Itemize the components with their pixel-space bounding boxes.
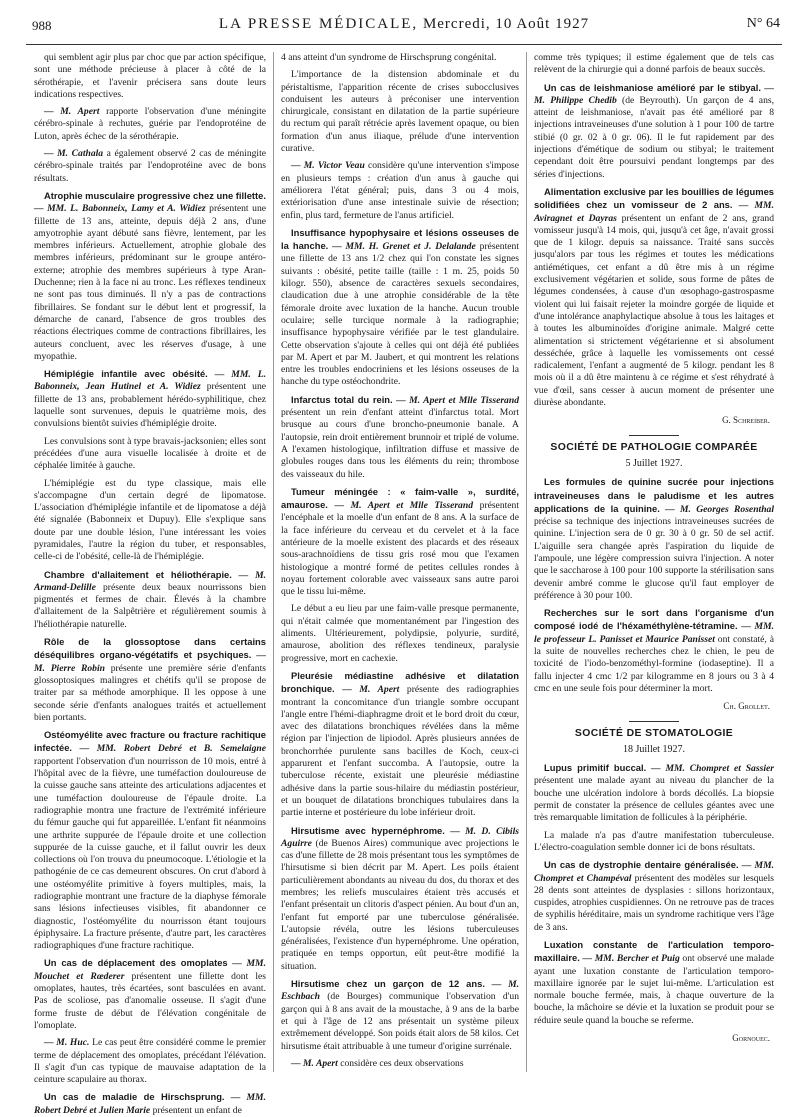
paragraph-text: rapporte l'observation d'une méningite cérébro-spinale à rechutes, guérie par l'endoprotéine de Luton, après échec de la sérothérapie. [34,106,266,142]
paper-title: Infarctus total du rein. [291,393,393,405]
author-names: — M. Philippe Chedib [534,82,774,106]
paper-title: Pleurésie médiastine adhésive et dilatation bronchique. [281,669,519,695]
paragraph [34,478,266,564]
paper-title: Atrophie musculaire progressive chez une fillette. [44,189,266,201]
author-names: — M. Apert et Mlle Tisserand [327,500,473,512]
reporter-signature: Gornouec. [732,1033,770,1044]
paper-title: Un cas de déplacement des omoplates [44,957,228,969]
paragraph [534,82,774,181]
reporter-signature: G. Schreiber. [722,415,770,426]
paragraph [281,978,519,1053]
session-date: 18 Juillet 1927. [623,743,685,755]
author-names: — M. Cathala [44,148,104,160]
paper-title: Hémiplégie infantile avec obésité. [44,368,208,380]
paragraph-text: (de Buenos Aires) communique avec projections le cas d'une fillette de 28 mois présentant tous les symptômes de l'hirsutisme si bien décrit par M. Apert. Les poils étaient particulièrement abondants au niveau du dos, du thorax et des membres; les reliefs musculaires étaient très accusés et l'enfant présentait un clitoris d'aspect pénien. Au bout d'un an, l'enfant fut emporté par une tuberculose généralisée. L'autopsie révéla, outre les lésions tuberculeuses généralisées, l'existence d'un hypernéphrome. Une opération, pratiquée en temps opportun, eût peut-être modifié la situation. [281,837,519,972]
author-names: — M. Apert [44,106,100,118]
author-names: — MM. Mouchet et Rœderer [34,958,266,982]
paper-title: Insuffisance hypophysaire et lésions osseuses de la hanche. [281,226,519,252]
paragraph-text: (de Beyrouth). Un garçon de 4 ans, atteint de leishmaniose, n'avait pas été amélioré par 8 injections intraveineuses d'une solution à 1 pour 100 de tartre stibié (0 gr. 02 à 0 gr. 06). Il le fut rapidement par des injections d'émétique de sodium ou stibyal; le traitement cependant doit être poursuivi pendant longtemps par des séries d'injections. [534,94,774,180]
author-names: — MM. Robert Debré et Julien Marie [34,1092,266,1116]
paper-title: Hirsutisme chez un garçon de 12 ans. [291,978,485,990]
paragraph-text: précise sa technique des injections intraveineuses sucrées de quinine. L'injection sera de 0 gr. 30 à 0 gr. 50 de sel actif. L'aiguille sera changée après l'aspiration du liquide de l'ampoule, une légère compression suivra l'injection. A noter que le saccharose à 100 pour 100 supporte la stérilisation sans devenir ambré comme le glucose qu'il faut employer de préférence à 30 pour 100. [534,516,774,601]
paragraph [534,476,774,602]
paragraph-text: présentent une fillette de 13 ans, probablement hérédo-syphilitique, chez laquelle sont survenues, depuis le quatrième mois, des convulsions bientôt suivies d'hémiplégie droite. [34,381,266,430]
author-names: — MM. L. Babonneix, Jean Hutinel et A. Widiez [34,369,266,393]
society-heading: SOCIÉTÉ DE STOMATOLOGIE [574,727,734,739]
author-names: — MM. Chompret et Sassier [646,763,774,775]
paragraph-text: 4 ans atteint d'un syndrome de Hirschsprung congénital. [281,52,497,63]
paragraph-text: rapportent l'observation d'un nourrisson de 10 mois, entré à l'hôpital avec de la fièvre, une tuméfaction douloureuse de la cuisse gauche sans atteinte des articulations adjacentes et une tuméfaction douloureuse de l'épaule droite. La radiographie montra une fracture de l'extrémité inférieure du fémur gauche qui fut appareillée. L'enfant fit néanmoins une arthrite suppurée de l'épaule droite et une collection suppurée de la cuisse gauche, et il fallut ouvrir les deux collections où l'on trouva du pneumocoque. L'étiologie et la pathogénie de ce cas demeurent obscures. On crut d'abord à une ostéomyélite primitive à foyers multiples, mais, la radiographie montrant une fracture de la diaphyse fémorale sans lésions infectieuses visibles, fit abandonner ce diagnostic, l'ostéomyélite du nourrisson étant toujours épiphysaire. La fracture présente, d'autre part, les caractères radiographiques d'une fracture rachitique. [34,755,266,952]
paper-title: Rôle de la glossoptose dans certains déséquilibres organo-végétatifs et psychiques. [34,636,266,661]
paragraph [34,106,266,143]
paragraph-text: Le cas peut être considéré comme le premier terme de déplacement des omoplates, précédant l'élévation. Il s'agit d'un cas typique de mauvaise adaptation de la ceinture scapulaire au thorax. [34,1037,267,1086]
paragraph [34,957,266,1032]
reporter-signature: Ch. Grollet. [723,701,770,712]
paragraph-text: présente des radiographies montrant la concomitance d'un triangle sombre occupant l'angle entre l'hémi-diaphragme droit et le bord droit du cœur, avec des dilatations bronchiques révélées dans la même région par l'injection de lipiodol. Après plusieurs années de bronchorrhée purulente sans bacilles de Koch, ceux-ci apparurent et l'enfant succomba. A l'autopsie, outre la tuberculose récente, existait une pleurésie médiastine adhésive dans la partie sous-hilaire du médiastin postérieur, et un bouquet de dilatations bronchiques tubulaires dans la partie interne et postérieure du lobe inférieur droit. [281,684,519,819]
paragraph-text: L'hémiplégie est du type classique, mais elle s'accompagne d'un certain degré de lipomatose. L'association d'hémiplégie infantile et de lipomatose a déjà été signalée (Babonneix et Dupuy). Elle s'explique sans doute par une double lésion, l'une intéressant les voies pyramidales, l'autre la région du tuber, et responsables, celle-ci de l'obésité, celle-là de l'hémiplégie. [34,477,266,563]
paragraph-text: La malade n'a pas d'autre manifestation tuberculeuse. L'électro-coagulation semble donner ici de bons résultats. [534,829,774,853]
paragraph [534,830,774,855]
paper-title: Alimentation exclusive par les bouillies de légumes solidifiées chez un vomisseur de 2 ans. [534,185,774,211]
paragraph [34,190,266,363]
paper-title: Hirsutisme avec hypernéphrome. [291,824,445,836]
paragraph [281,603,519,664]
paragraph-text: (de Bourges) communique l'observation d'un garçon qui à 8 ans avait de la moustache, à 9 ans de la barbe et qui à l'âge de 12 ans présentait un système pileux extrêmement développé. Son poids était alors de 58 kilos. Cet hirsutisme était attribuable à une tumeur d'origine surrénale. [281,991,519,1052]
paragraph-text: ont observé une malade ayant une luxation constante de l'articulation temporo-maxillaire ignorée par le sujet lui-même. L'articulation est normale bouche fermée, mais, à chaque ouverture de la bouche, la mâchoire se dévie et la luxation se produit pour se réduire seule quand la bouche se referme. [534,953,774,1026]
author-names: — M. Armand-Delille [34,569,266,593]
author-names: — M. D. Cibils Aguirre [281,825,519,849]
paragraph-text: présentent des modèles sur lesquels 28 dents sont atteintes de dysplasies : sillons horizontaux, cuspides, atrophies cuspidiennes. On ne retrouve pas de traces de syphilis héréditaire, mais un syndrome rachitique vers l'âge de 3 ans. [534,872,774,933]
author-names: — M. Huc. [44,1037,90,1049]
paragraph [281,486,519,599]
running-header [26,14,782,45]
paragraph-text: présentent une malade ayant au niveau du plancher de la bouche une ulcération indolore à bords décollés. La biopsie permit de constater la présence de cellules géantes avec une très remarquable limitation de follicules à la périphérie. [534,775,774,824]
paragraph-text: considère ces deux observations [337,1057,464,1069]
header-title [26,16,782,33]
paragraph [534,762,774,824]
paper-title: Recherches sur le sort dans l'organisme d'un composé iodé de l'héxaméthylène-tétramine. [534,607,774,632]
paragraph-text: présentent un rein d'enfant atteint d'infarctus total. Mort brusque au cours d'une broncho-pneumonie banale. A l'autopsie, rein droit entièrement brunnoir et triplé de volume. A l'examen histologique, infiltration diffuse et massive de globules rouges dans tous les éléments du rein; thrombose des vaisseaux du hile. [281,407,519,480]
paper-title: Un cas de maladie de Hirschsprung. [44,1091,225,1103]
author-names: — MM. Aviragnet et Dayras [534,200,774,224]
author-names: — M. Eschbach [281,979,519,1003]
section-rule [629,721,679,722]
paragraph [281,160,519,221]
author-names: — MM. Robert Debré et B. Semelaigne [72,743,266,755]
paragraph [534,607,774,695]
paragraph-text: qui semblent agir plus par choc que par action spécifique, sont une méthode précieuse à placer à côté de la sérothérapie, et l'avenir précisera sans doute leurs indications respectives. [34,52,266,100]
text-column-left [34,52,267,1116]
issue-number: N° 64 [746,16,780,31]
paragraph-text: présentent un enfant de [150,1104,242,1116]
paper-title: Un cas de dystrophie dentaire généralisée. [544,859,739,871]
paragraph [281,1058,519,1070]
page-number: 988 [32,18,52,33]
paper-title: Ostéomyélite avec fracture ou fracture rachitique infectée. [34,729,266,754]
society-heading: SOCIÉTÉ DE PATHOLOGIE COMPARÉE [550,441,758,453]
paragraph-text: considère qu'une intervention s'impose en plusieurs temps : création d'un anus à gauche qui améliorera l'état général; puis, dans 3 ou 4 mois, extériorisation d'une anse intestinale suivie de résection; enfin, plus tard, fermeture de l'anus artificiel. [281,160,519,221]
paragraph [281,227,519,389]
paragraph [34,436,266,473]
author-names: — MM. Chompret et Champéval [534,860,774,884]
author-names: — MM. H. Grenet et J. Delalande [328,241,476,253]
author-names: — MM. le professeur L. Panisset et Maurice Panisset [534,621,774,645]
paragraph [34,636,266,724]
paragraph-text: présentent l'encéphale et la moelle d'un enfant de 8 ans. A la surface de la face inférieure du cerveau et du cervelet et à la face antérieure de la moelle existent des placards et des réseaux sous-arachnoïdiens de tissu gris rosé mou que l'examen histologique a montré formé de petites cellules rondes à noyau fortement colorable avec vaisseaux sans autre paroi que le tissu lui-même. [281,500,520,598]
session-date: 5 Juillet 1927. [625,457,683,469]
author-names: — M. Apert et Mlle Tisserand [392,394,519,406]
paragraph [534,859,774,934]
paragraph [34,569,266,631]
paragraph-text: présentent un enfant de 2 ans, grand vomisseur jusqu'à 14 mois, qui, jusqu'à cet âge, n'avait grossi que de 1 kilogr. depuis sa naissance. Traité sans succès jusqu'alors par tous les régimes et toutes les médications antiémétiques, cet enfant a dû être mis à un régime exclusivement végétarien et solide, sous forme de pâtes de légumes condensées, à cause d'un œsophago-gastrospasme violent qui lui faisait rejeter la moindre gorgée de liquide et d'une intolérance anaphylactique absolue à tous les laitages et à toutes les albuminoïdes d'origine animale. Malgré cette alimentation si strictement végétarienne et si absolument desséchée, grâce à laquelle les vomissements ont cessé radicalement, l'enfant a augmenté de 5 kilogr. pendant les 8 mois où il a dû être maintenu à ce régime et s'est réhydraté à vue d'œil, sans cesser à aucun moment de présenter une diurèse abondante. [534,212,774,409]
column-divider [526,52,527,1072]
paragraph-text: présentent une fillette de 13 ans 1/2 chez qui l'on constate les signes suivants : obésité, petite taille (taille : 1 m. 25, poids 50 kilogr. 550), absence de caractères sexuels secondaires, claudication due à une atrophie considérable de la tête fémorale droite avec luxation de la hanche. Aucun trouble oculaire; selle turcique normale à la radiographie; insuffisance hypophysaire vérifiée par le test glandulaire. Cette observation s'ajoute à celles qui ont déjà été publiées par M. Apert et par M. Jaubert, et qui montrent les relations entre les troubles endocriniens et les lésions osseuses de la hanche du type ostéochondrite. [281,241,519,388]
paragraph [34,368,266,430]
paragraph [281,69,519,155]
paragraph-text: a également observé 2 cas de méningite cérébro-spinale traités par l'endoprotéine avec de bons résultats. [34,148,266,184]
author-names: — M. Apert [291,1057,338,1069]
paper-title: Les formules de quinine sucrée pour injections intraveineuses dans le paludisme et les autres applications de la quinine. [534,476,774,514]
author-names: — M. Victor Veau [291,160,365,172]
paragraph-text: présentent une fillette dont les omoplates, hautes, très écartées, sont basculées en avant. Pas de scoliose, pas d'anomalie osseuse. Il s'agit d'une forme fruste de début de l'élévation congénitale de l'omoplate. [34,970,266,1031]
paragraph [281,825,519,974]
paragraph [534,186,774,409]
paragraph-text: présente deux beaux nourrissons bien pigmentés et fermes de chair. Élevés à la chambre d'allaitement de la Salpêtrière et régulièrement soumis à l'héliothérapie naturelle. [34,581,266,630]
author-names: — MM. Bercher et Puig [579,953,680,965]
paragraph [534,52,774,77]
paper-title: Un cas de leishmaniose amélioré par le stibyal. [544,81,761,93]
paragraph [34,1037,266,1086]
paragraph [534,939,774,1027]
paragraph [281,394,519,481]
paper-title: Luxation constante de l'articulation temporo-maxillaire. [534,939,774,964]
paragraph-text: comme très typiques; il estime également que de tels cas relèvent de la chirurgie qui a donné parfois de beaux succès. [534,52,774,76]
section-rule [629,435,679,436]
paragraph-text: ont constaté, à la suite de nouvelles recherches chez le chien, le peu de toxicité de l'iodo-benzométhyl-formine (iodaseptine). Il a fallu injecter 4 cmc 1/2 par kilogramme en 8 jours ou 3 à 4 cmc en une seule fois pour déterminer la mort. [534,633,775,694]
text-column-middle [281,52,519,1072]
text-column-right [534,52,774,1072]
paragraph [34,1091,266,1117]
column-divider [273,52,274,1072]
paper-title: Lupus primitif buccal. [544,762,647,774]
paragraph-text: Le début a eu lieu par une faim-valle presque permanente, qui n'était calmée que momentanément par l'ingestion des aliments. Ultérieurement, polydipsie, polyurie, surdité, amaurose, abolition des réflexes tendineux, paralysie progressive, mort en cachexie. [281,603,519,664]
paragraph [34,52,266,101]
paragraph-text: Les convulsions sont à type bravais-jacksonien; elles sont précédées d'une aura visuelle localisée à droite et de céphalée limitée à gauche. [34,435,266,472]
paper-title: Tumeur méningée : « faim-valle », surdité, amaurose. [281,485,519,511]
paragraph [281,52,519,64]
author-names: — MM. L. Babonneix, Lamy et A. Widiez [34,203,206,215]
paragraph [34,729,266,952]
author-names: — M. Pierre Robin [34,650,266,674]
paragraph [281,670,519,820]
author-names: — M. Apert [334,684,400,696]
paragraph-text: L'importance de la distension abdominale et du péristaltisme, l'apparition récente de crises subocclusives conduisent les auteurs à préconiser une intervention chirurgicale, consistant en dilatation de la partie supérieure du rectum qui paraît rétrécie après lavement opaque, ou bien formation d'un anus iliaque, prélude d'une intervention curative. [281,69,519,155]
issue-date: Mercredi, 10 Août 1927 [422,16,590,32]
paper-title: Chambre d'allaitement et héliothérapie. [44,568,232,580]
paragraph-text: présente une première série d'enfants glossoptosiques malingres et chétifs qu'il se propose de traiter par sa méthode amorphique. Il les oppose à une seconde série d'enfants analogues traités et actuellement bien portants. [34,662,266,723]
paragraph-text: présentent une fillette de 13 ans, atteinte, depuis déjà 2 ans, d'une amyotrophie ayant débuté sans fièvre, lentement, par les membres inférieurs. Actuellement, atrophie globale des membres inférieurs, prédominant sur le groupe antéro-externe; atrophie des membres supérieurs à type Aran-Duchenne; rien à la face ni au tronc. Les réflexes tendineux ne sont pas tous diminués. Il n'y a pas de contractions fibrillaires. Se fondant sur le début lent et progressif, la démarche de canard, l'absence de gros troubles des réactions électriques comme de contractions fibrillaires, les auteurs concluent, avec les réserves d'usage, à une myopathie. [34,203,267,362]
author-names: — M. Georges Rosenthal [659,503,774,515]
paragraph [34,148,266,185]
journal-name: LA PRESSE MÉDICALE, [218,16,419,32]
